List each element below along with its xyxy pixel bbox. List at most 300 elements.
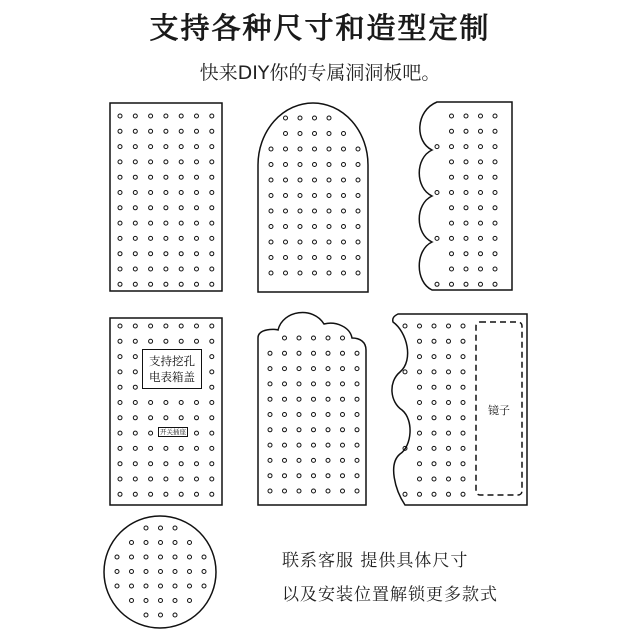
peg-hole (133, 431, 137, 435)
peg-hole (418, 431, 422, 435)
peg-hole (210, 114, 214, 118)
peg-hole (283, 443, 287, 447)
peg-hole (133, 191, 137, 195)
peg-hole (195, 145, 199, 149)
peg-hole (133, 477, 137, 481)
peg-hole (133, 252, 137, 256)
peg-hole (342, 225, 346, 229)
peg-hole (283, 413, 287, 417)
peg-hole (118, 114, 122, 118)
peg-hole (133, 221, 137, 225)
peg-hole (149, 267, 153, 271)
peg-hole (118, 431, 122, 435)
peg-hole (210, 206, 214, 210)
peg-hole (342, 132, 346, 136)
peg-hole (115, 570, 119, 574)
peg-hole (479, 145, 483, 149)
peg-hole (327, 240, 331, 244)
peg-hole (447, 477, 451, 481)
peg-hole (461, 462, 465, 466)
peg-hole (461, 492, 465, 496)
peg-hole (283, 458, 287, 462)
peg-hole (298, 178, 302, 182)
peg-hole (210, 282, 214, 286)
peg-hole (298, 256, 302, 260)
peg-hole (164, 492, 168, 496)
cutout-label-line2: 电表箱盖 (149, 370, 195, 384)
peg-hole (195, 252, 199, 256)
peg-hole (118, 160, 122, 164)
peg-hole (447, 401, 451, 405)
peg-hole (464, 129, 468, 133)
peg-hole (432, 385, 436, 389)
peg-hole (327, 163, 331, 167)
peg-hole (118, 236, 122, 240)
peg-hole (195, 129, 199, 133)
peg-hole (464, 160, 468, 164)
peg-hole (432, 416, 436, 420)
peg-hole (326, 336, 330, 340)
peg-hole (118, 416, 122, 420)
peg-hole (342, 209, 346, 213)
peg-hole (450, 252, 454, 256)
peg-hole (133, 282, 137, 286)
peg-hole (493, 191, 497, 195)
peg-hole (188, 599, 192, 603)
peg-hole (355, 458, 359, 462)
peg-hole (403, 324, 407, 328)
peg-hole (479, 236, 483, 240)
peg-hole (159, 584, 163, 588)
peg-hole (297, 428, 301, 432)
peg-hole (133, 355, 137, 359)
peg-hole (144, 526, 148, 530)
peg-hole (268, 382, 272, 386)
peg-hole (149, 492, 153, 496)
peg-hole (493, 267, 497, 271)
peg-hole (210, 191, 214, 195)
peg-hole (130, 570, 134, 574)
peg-hole (179, 339, 183, 343)
peg-hole (341, 474, 345, 478)
peg-hole (432, 339, 436, 343)
peg-hole (173, 584, 177, 588)
peg-hole (179, 206, 183, 210)
peg-hole (447, 431, 451, 435)
peg-hole (164, 175, 168, 179)
peg-hole (493, 175, 497, 179)
peg-hole (118, 385, 122, 389)
peg-hole (179, 492, 183, 496)
peg-hole (179, 252, 183, 256)
peg-hole (210, 145, 214, 149)
peg-hole (283, 428, 287, 432)
peg-hole (298, 240, 302, 244)
peg-hole (179, 175, 183, 179)
peg-hole (268, 413, 272, 417)
peg-hole (327, 132, 331, 136)
peg-hole (312, 367, 316, 371)
peg-hole (464, 221, 468, 225)
peg-hole (341, 382, 345, 386)
peg-hole (298, 225, 302, 229)
peg-hole (195, 339, 199, 343)
peg-hole (341, 428, 345, 432)
peg-hole (283, 336, 287, 340)
peg-hole (283, 382, 287, 386)
peg-hole (418, 401, 422, 405)
peg-hole (493, 114, 497, 118)
peg-hole (432, 477, 436, 481)
peg-hole (118, 267, 122, 271)
peg-hole (133, 324, 137, 328)
peg-hole (164, 339, 168, 343)
peg-hole (195, 431, 199, 435)
peg-hole (268, 428, 272, 432)
peg-hole (432, 446, 436, 450)
contact-line-1: 联系客服 提供具体尺寸 (282, 551, 469, 571)
peg-hole (418, 492, 422, 496)
peg-hole (195, 160, 199, 164)
peg-hole (313, 147, 317, 151)
peg-hole (159, 555, 163, 559)
peg-hole (210, 339, 214, 343)
peg-hole (327, 194, 331, 198)
peg-hole (164, 416, 168, 420)
peg-hole (149, 324, 153, 328)
peg-hole (195, 236, 199, 240)
peg-hole (341, 413, 345, 417)
peg-hole (149, 477, 153, 481)
peg-hole (210, 236, 214, 240)
peg-hole (435, 236, 439, 240)
peg-hole (133, 339, 137, 343)
peg-hole (342, 178, 346, 182)
peg-hole (355, 382, 359, 386)
peg-hole (326, 443, 330, 447)
page-title: 支持各种尺寸和造型定制 (149, 11, 491, 45)
peg-hole (493, 129, 497, 133)
peg-hole (356, 163, 360, 167)
peg-hole (269, 194, 273, 198)
peg-hole (432, 355, 436, 359)
peg-hole (210, 385, 214, 389)
peg-hole (195, 324, 199, 328)
peg-hole (447, 446, 451, 450)
peg-hole (149, 206, 153, 210)
peg-hole (450, 145, 454, 149)
peg-hole (173, 599, 177, 603)
peg-hole (342, 256, 346, 260)
peg-hole (461, 477, 465, 481)
peg-hole (195, 462, 199, 466)
peg-hole (479, 160, 483, 164)
peg-hole (450, 175, 454, 179)
peg-hole (450, 236, 454, 240)
peg-hole (118, 477, 122, 481)
peg-hole (356, 194, 360, 198)
peg-hole (461, 355, 465, 359)
peg-hole (297, 397, 301, 401)
peg-hole (312, 351, 316, 355)
peg-hole (461, 401, 465, 405)
peg-hole (179, 114, 183, 118)
peg-hole (450, 206, 454, 210)
peg-hole (159, 541, 163, 545)
peg-hole (312, 443, 316, 447)
peg-hole (268, 443, 272, 447)
peg-hole (195, 401, 199, 405)
page-subtitle: 快来DIY你的专属洞洞板吧。 (199, 62, 441, 84)
peg-hole (118, 492, 122, 496)
peg-hole (418, 339, 422, 343)
peg-hole (283, 351, 287, 355)
peg-hole (464, 145, 468, 149)
peg-hole (210, 446, 214, 450)
peg-hole (268, 397, 272, 401)
peg-hole (447, 339, 451, 343)
peg-hole (210, 129, 214, 133)
peg-hole (312, 489, 316, 493)
peg-hole (210, 252, 214, 256)
peg-hole (164, 129, 168, 133)
peg-hole (450, 267, 454, 271)
peg-hole (149, 462, 153, 466)
peg-hole (418, 355, 422, 359)
peg-hole (356, 209, 360, 213)
peg-hole (464, 252, 468, 256)
peg-hole (118, 370, 122, 374)
peg-hole (297, 489, 301, 493)
peg-hole (133, 206, 137, 210)
peg-hole (356, 256, 360, 260)
peg-hole (327, 209, 331, 213)
peg-hole (447, 492, 451, 496)
peg-hole (164, 206, 168, 210)
peg-hole (461, 416, 465, 420)
peg-hole (210, 431, 214, 435)
peg-hole (284, 147, 288, 151)
peg-hole (479, 282, 483, 286)
peg-hole (164, 191, 168, 195)
peg-hole (149, 221, 153, 225)
peg-hole (202, 555, 206, 559)
peg-hole (179, 282, 183, 286)
peg-hole (493, 282, 497, 286)
peg-hole (133, 446, 137, 450)
peg-hole (195, 221, 199, 225)
peg-hole (355, 367, 359, 371)
peg-hole (403, 370, 407, 374)
peg-hole (283, 367, 287, 371)
peg-hole (164, 267, 168, 271)
peg-hole (493, 252, 497, 256)
peg-hole (326, 489, 330, 493)
peg-hole (326, 413, 330, 417)
peg-hole (269, 271, 273, 275)
peg-hole (118, 145, 122, 149)
peg-hole (297, 458, 301, 462)
peg-hole (149, 282, 153, 286)
peg-hole (432, 492, 436, 496)
peg-hole (195, 175, 199, 179)
peg-hole (268, 474, 272, 478)
peg-hole (118, 252, 122, 256)
board-wavy-edge (419, 102, 512, 290)
peg-hole (188, 584, 192, 588)
peg-hole (312, 336, 316, 340)
peg-hole (269, 240, 273, 244)
peg-hole (144, 613, 148, 617)
peg-hole (327, 256, 331, 260)
peg-hole (435, 145, 439, 149)
peg-hole (164, 477, 168, 481)
peg-hole (210, 401, 214, 405)
peg-hole (159, 599, 163, 603)
peg-hole (464, 191, 468, 195)
peg-hole (144, 570, 148, 574)
peg-hole (195, 282, 199, 286)
peg-hole (356, 147, 360, 151)
peg-hole (418, 477, 422, 481)
peg-hole (313, 271, 317, 275)
peg-hole (312, 397, 316, 401)
peg-hole (326, 428, 330, 432)
peg-hole (149, 145, 153, 149)
peg-hole (313, 116, 317, 120)
peg-hole (447, 462, 451, 466)
peg-hole (164, 114, 168, 118)
peg-hole (479, 191, 483, 195)
peg-hole (268, 489, 272, 493)
peg-hole (210, 175, 214, 179)
peg-hole (418, 446, 422, 450)
peg-hole (188, 555, 192, 559)
peg-hole (149, 401, 153, 405)
peg-hole (493, 145, 497, 149)
peg-hole (341, 351, 345, 355)
peg-hole (195, 114, 199, 118)
peg-hole (149, 129, 153, 133)
peg-hole (342, 271, 346, 275)
peg-hole (479, 206, 483, 210)
peg-hole (461, 446, 465, 450)
peg-hole (149, 252, 153, 256)
peg-hole (418, 462, 422, 466)
peg-hole (268, 458, 272, 462)
peg-hole (195, 416, 199, 420)
peg-hole (327, 271, 331, 275)
peg-hole (461, 324, 465, 328)
peg-hole (313, 240, 317, 244)
peg-hole (149, 339, 153, 343)
peg-hole (356, 178, 360, 182)
peg-hole (284, 194, 288, 198)
peg-hole (450, 160, 454, 164)
peg-hole (133, 370, 137, 374)
board-rectangle (110, 103, 222, 291)
peg-hole (164, 236, 168, 240)
peg-hole (173, 555, 177, 559)
peg-hole (144, 555, 148, 559)
peg-hole (297, 474, 301, 478)
peg-hole (313, 256, 317, 260)
peg-hole (355, 474, 359, 478)
peg-hole (341, 489, 345, 493)
peg-hole (118, 446, 122, 450)
peg-hole (195, 267, 199, 271)
peg-hole (133, 236, 137, 240)
peg-hole (268, 351, 272, 355)
peg-hole (164, 462, 168, 466)
peg-hole (313, 132, 317, 136)
peg-hole (284, 209, 288, 213)
peg-hole (297, 367, 301, 371)
peg-hole (179, 236, 183, 240)
peg-hole (133, 401, 137, 405)
peg-hole (355, 413, 359, 417)
peg-hole (355, 397, 359, 401)
peg-hole (284, 225, 288, 229)
peg-hole (179, 401, 183, 405)
peg-hole (144, 541, 148, 545)
peg-hole (283, 474, 287, 478)
peg-hole (312, 458, 316, 462)
peg-hole (356, 240, 360, 244)
peg-hole (179, 221, 183, 225)
peg-hole (479, 129, 483, 133)
peg-hole (297, 413, 301, 417)
peg-hole (450, 221, 454, 225)
peg-hole (210, 221, 214, 225)
peg-hole (298, 271, 302, 275)
peg-hole (195, 191, 199, 195)
peg-hole (355, 443, 359, 447)
peg-hole (298, 209, 302, 213)
peg-hole (403, 492, 407, 496)
peg-hole (418, 416, 422, 420)
peg-hole (210, 324, 214, 328)
peg-hole (133, 175, 137, 179)
peg-hole (179, 477, 183, 481)
board-round (104, 516, 216, 628)
peg-hole (297, 336, 301, 340)
peg-hole (432, 324, 436, 328)
peg-hole (464, 206, 468, 210)
peg-hole (115, 555, 119, 559)
peg-hole (268, 367, 272, 371)
peg-hole (269, 225, 273, 229)
peg-hole (195, 206, 199, 210)
peg-hole (118, 191, 122, 195)
peg-hole (202, 584, 206, 588)
peg-hole (313, 178, 317, 182)
peg-hole (450, 191, 454, 195)
peg-hole (179, 145, 183, 149)
peg-hole (179, 446, 183, 450)
peg-hole (118, 355, 122, 359)
peg-hole (179, 324, 183, 328)
peg-hole (493, 221, 497, 225)
peg-hole (179, 416, 183, 420)
peg-hole (313, 225, 317, 229)
peg-hole (355, 489, 359, 493)
peg-hole (130, 541, 134, 545)
peg-hole (133, 385, 137, 389)
peg-hole (195, 492, 199, 496)
peg-hole (164, 446, 168, 450)
peg-hole (464, 175, 468, 179)
